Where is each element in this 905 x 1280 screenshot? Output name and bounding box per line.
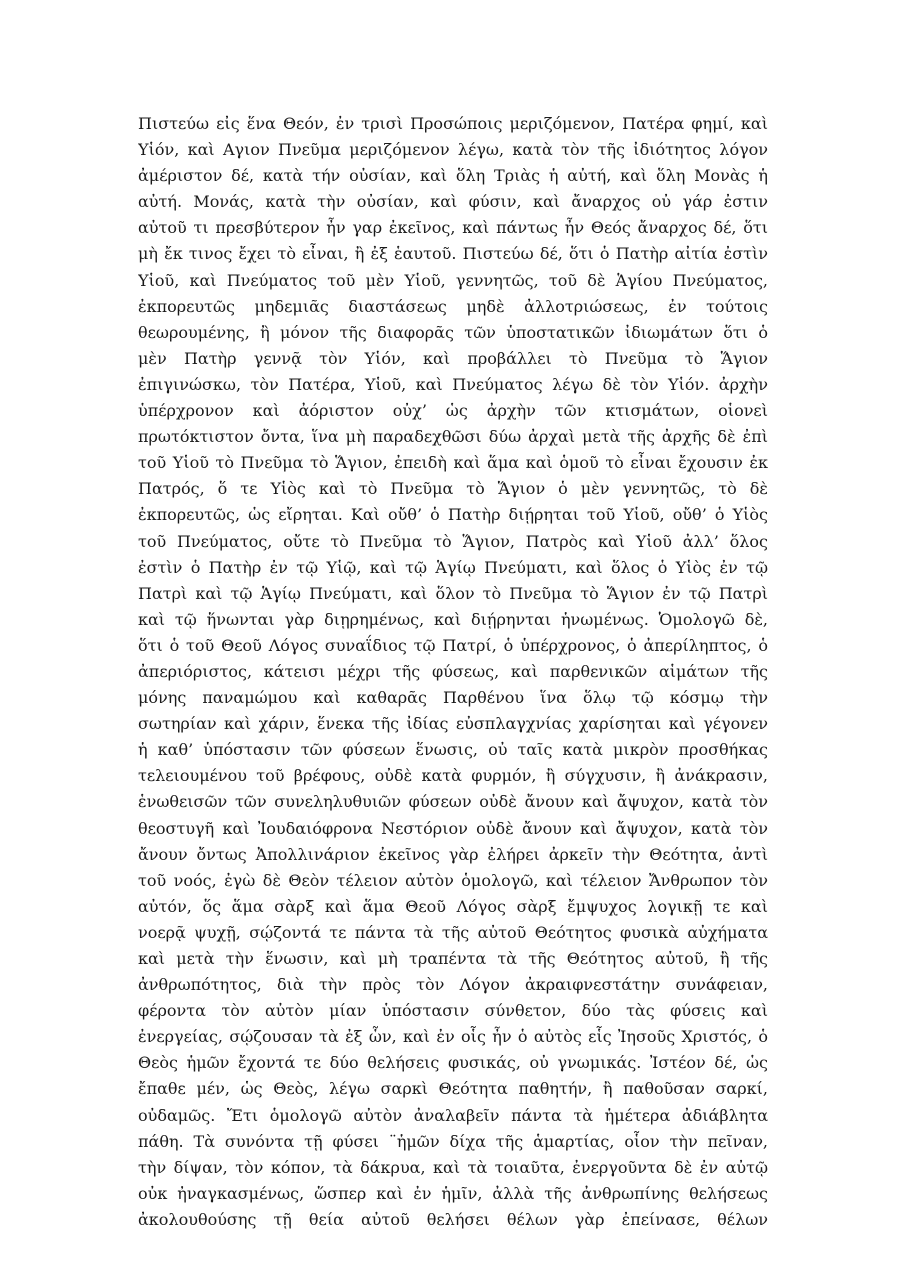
text-line: αὐτοῦ τι πρεσβύτερον ἦν γαρ ἐκεῖνος, καὶ πάντως ἦν Θεός ἄναρχος δέ, ὅτι [138, 218, 768, 238]
text-line: ἔπαθε μέν, ὡς Θεὸς, λέγω σαρκὶ Θεότητα παθητήν, ἢ παθοῦσαν σαρκί, [138, 1079, 768, 1099]
text-line: θεωρουμένης, ἢ μόνον τῆς διαφορᾶς τῶν ὑποστατικῶν ἰδιωμάτων ὅτι ὁ [138, 322, 768, 342]
text-line: ἐστὶν ὁ Πατὴρ ἐν τῷ Υἱῷ, καὶ τῷ Ἁγίῳ Πνεύματι, καὶ ὅλος ὁ Υἱὸς ἐν τῷ [138, 557, 768, 577]
body-text [138, 111, 768, 1233]
text-line: καὶ μετὰ τὴν ἕνωσιν, καὶ μὴ τραπέντα τὰ τῆς Θεότητος αὐτοῦ, ἢ τῆς [138, 949, 768, 968]
text-line: ἀπεριόριστος, κάτεισι μέχρι τῆς φύσεως, καὶ παρθενικῶν αἱμάτων τῆς [138, 661, 768, 681]
text-line: ἑνωθεισῶν τῶν συνεληλυθυιῶν φύσεων οὐδὲ ἄνουν καὶ ἄψυχον, κατὰ τὸν [138, 792, 768, 812]
text-line: μὲν Πατὴρ γεννᾷ τὸν Υἱόν, καὶ προβάλλει τὸ Πνεῦμα τὸ Ἅγιον [138, 348, 768, 368]
text-line: θεοστυγῆ καὶ Ἰουδαιόφρονα Νεστόριον οὐδὲ ἄνουν καὶ ἄψυχον, κατὰ τὸν [138, 818, 768, 838]
text-line: νοερᾷ ψυχῇ, σῴζοντά τε πάντα τὰ τῆς αὐτοῦ Θεότητος φυσικὰ αὐχήματα [138, 922, 768, 942]
text-line: οὐκ ἠναγκασμένως, ὥσπερ καὶ ἐν ἡμῖν, ἀλλὰ τῆς ἀνθρωπίνης θελήσεως [138, 1183, 768, 1203]
text-line: ἐπιγινώσκω, τὸν Πατέρα, Υἱοῦ, καὶ Πνεύματος λέγω δὲ τὸν Υἱόν. ἀρχὴν [138, 374, 768, 394]
text-line: αὐτή. Μονάς, κατὰ τὴν οὐσίαν, καὶ φύσιν, καὶ ἄναρχος οὐ γάρ ἐστιν [138, 192, 768, 212]
text-line: πρωτόκτιστον ὄντα, ἵνα μὴ παραδεχθῶσι δύω ἀρχαὶ μετὰ τῆς ἀρχῆς δὲ ἐπὶ [138, 427, 768, 447]
text-line: Πατρὶ καὶ τῷ Ἁγίῳ Πνεύματι, καὶ ὅλον τὸ Πνεῦμα τὸ Ἅγιον ἐν τῷ Πατρὶ [138, 583, 768, 603]
text-line: ὑπέρχρονον καὶ ἀόριστον οὐχ’ ὡς ἀρχὴν τῶν κτισμάτων, οἱονεὶ [138, 401, 768, 421]
text-line: ἐκπορευτῶς, ὡς εἴρηται. Καὶ οὔθ’ ὁ Πατὴρ διῄρηται τοῦ Υἱοῦ, οὔθ’ ὁ Υἱὸς [138, 505, 768, 525]
text-line: ὅτι ὁ τοῦ Θεοῦ Λόγος συναΐδιος τῷ Πατρί, ὁ ὑπέρχρονος, ὁ ἀπερίληπτος, ὁ [138, 635, 768, 655]
text-line: ἡ καθ’ ὑπόστασιν τῶν φύσεων ἕνωσις, οὐ ταῖς κατὰ μικρὸν προσθήκας [138, 740, 768, 760]
text-line: τοῦ Πνεύματος, οὔτε τὸ Πνεῦμα τὸ Ἅγιον, Πατρὸς καὶ Υἱοῦ ἀλλ’ ὅλος [138, 531, 768, 551]
text-line: Υἱόν, καὶ Αγιον Πνεῦμα μεριζόμενον λέγω, κατὰ τὸν τῆς ἰδιότητος λόγον [138, 140, 768, 160]
text-line: Πατρός, ὅ τε Υἱὸς καὶ τὸ Πνεῦμα τὸ Ἅγιον ὁ μὲν γεννητῶς, τὸ δὲ [138, 479, 768, 499]
text-line: ἄνουν ὄντως Ἀπολλινάριον ἐκεῖνος γὰρ ἐλήρει ἀρκεῖν τὴν Θεότητα, ἀντὶ [138, 844, 768, 864]
text-line: αὐτόν, ὅς ἅμα σὰρξ καὶ ἅμα Θεοῦ Λόγος σὰρξ ἔμψυχος λογικῇ τε καὶ [138, 896, 768, 916]
text-line: Θεὸς ἡμῶν ἔχοντά τε δύο θελήσεις φυσικάς, οὐ γνωμικάς. Ἰστέον δέ, ὡς [138, 1053, 768, 1073]
text-line: οὐδαμῶς. Ἔτι ὁμολογῶ αὐτὸν ἀναλαβεῖν πάντα τὰ ἡμέτερα ἀδιάβλητα [138, 1105, 768, 1125]
text-line: μόνης παναμώμου καὶ καθαρᾶς Παρθένου ἵνα ὅλῳ τῷ κόσμῳ τὴν [138, 688, 768, 708]
text-line: Πιστεύω εἰς ἕνα Θεόν, ἐν τρισὶ Προσώποις μεριζόμενον, Πατέρα φημί, καὶ [138, 114, 768, 133]
text-line: ἀμέριστον δέ, κατὰ τήν οὐσίαν, καὶ ὅλη Τριὰς ἡ αὐτή, καὶ ὅλη Μονὰς ἡ [138, 166, 768, 186]
text-line: πάθη. Τὰ συνόντα τῇ φύσει ¨ἡμῶν δίχα τῆς ἁμαρτίας, οἷον τὴν πεῖναν, [138, 1131, 768, 1151]
text-line: φέροντα τὸν αὐτὸν μίαν ὑπόστασιν σύνθετον, δύο τὰς φύσεις καὶ [138, 1001, 768, 1021]
text-line: τὴν δίψαν, τὸν κόπον, τὰ δάκρυα, καὶ τὰ τοιαῦτα, ἐνεργοῦντα δὲ ἐν αὐτῷ [138, 1157, 768, 1177]
text-line: Υἱοῦ, καὶ Πνεύματος τοῦ μὲν Υἱοῦ, γεννητῶς, τοῦ δὲ Ἁγίου Πνεύματος, [138, 270, 768, 290]
text-line: τοῦ Υἱοῦ τὸ Πνεῦμα τὸ Ἅγιον, ἐπειδὴ καὶ ἅμα καὶ ὁμοῦ τὸ εἶναι ἔχουσιν ἐκ [138, 453, 768, 473]
text-line: ἀκολουθούσης τῇ θεία αὐτοῦ θελήσει θέλων γὰρ ἐπείνασε, θέλων [138, 1209, 768, 1229]
text-line: ἐνεργείας, σῴζουσαν τὰ ἐξ ὧν, καὶ ἐν οἷς ἦν ὁ αὐτὸς εἷς Ἰησοῦς Χριστός, ὁ [138, 1027, 768, 1047]
text-line: τοῦ νοός, ἐγὼ δὲ Θεὸν τέλειον αὐτὸν ὁμολογῶ, καὶ τέλειον Ἄνθρωπον τὸν [138, 870, 768, 890]
text-line: μὴ ἔκ τινος ἔχει τὸ εἶναι, ἢ ἐξ ἑαυτοῦ. Πιστεύω δέ, ὅτι ὁ Πατὴρ αἰτία ἐστὶν [138, 244, 768, 264]
text-line: ἐκπορευτῶς μηδεμιᾶς διαστάσεως μηδὲ ἀλλοτριώσεως, ἐν τούτοις [138, 296, 768, 316]
text-line: τελειουμένου τοῦ βρέφους, οὐδὲ κατὰ φυρμόν, ἢ σύγχυσιν, ἢ ἀνάκρασιν, [138, 766, 768, 786]
text-line: καὶ τῷ ἥνωνται γὰρ διῃρημένως, καὶ διῄρηνται ἡνωμένως. Ὁμολογῶ δὲ, [138, 609, 768, 629]
text-line: ἀνθρωπότητος, διὰ τὴν πρὸς τὸν Λόγον ἀκραιφνεστάτην συνάφειαν, [138, 975, 768, 995]
text-line: σωτηρίαν καὶ χάριν, ἕνεκα τῆς ἰδίας εὐσπλαγχνίας χαρίσηται καὶ γέγονεν [138, 714, 768, 734]
